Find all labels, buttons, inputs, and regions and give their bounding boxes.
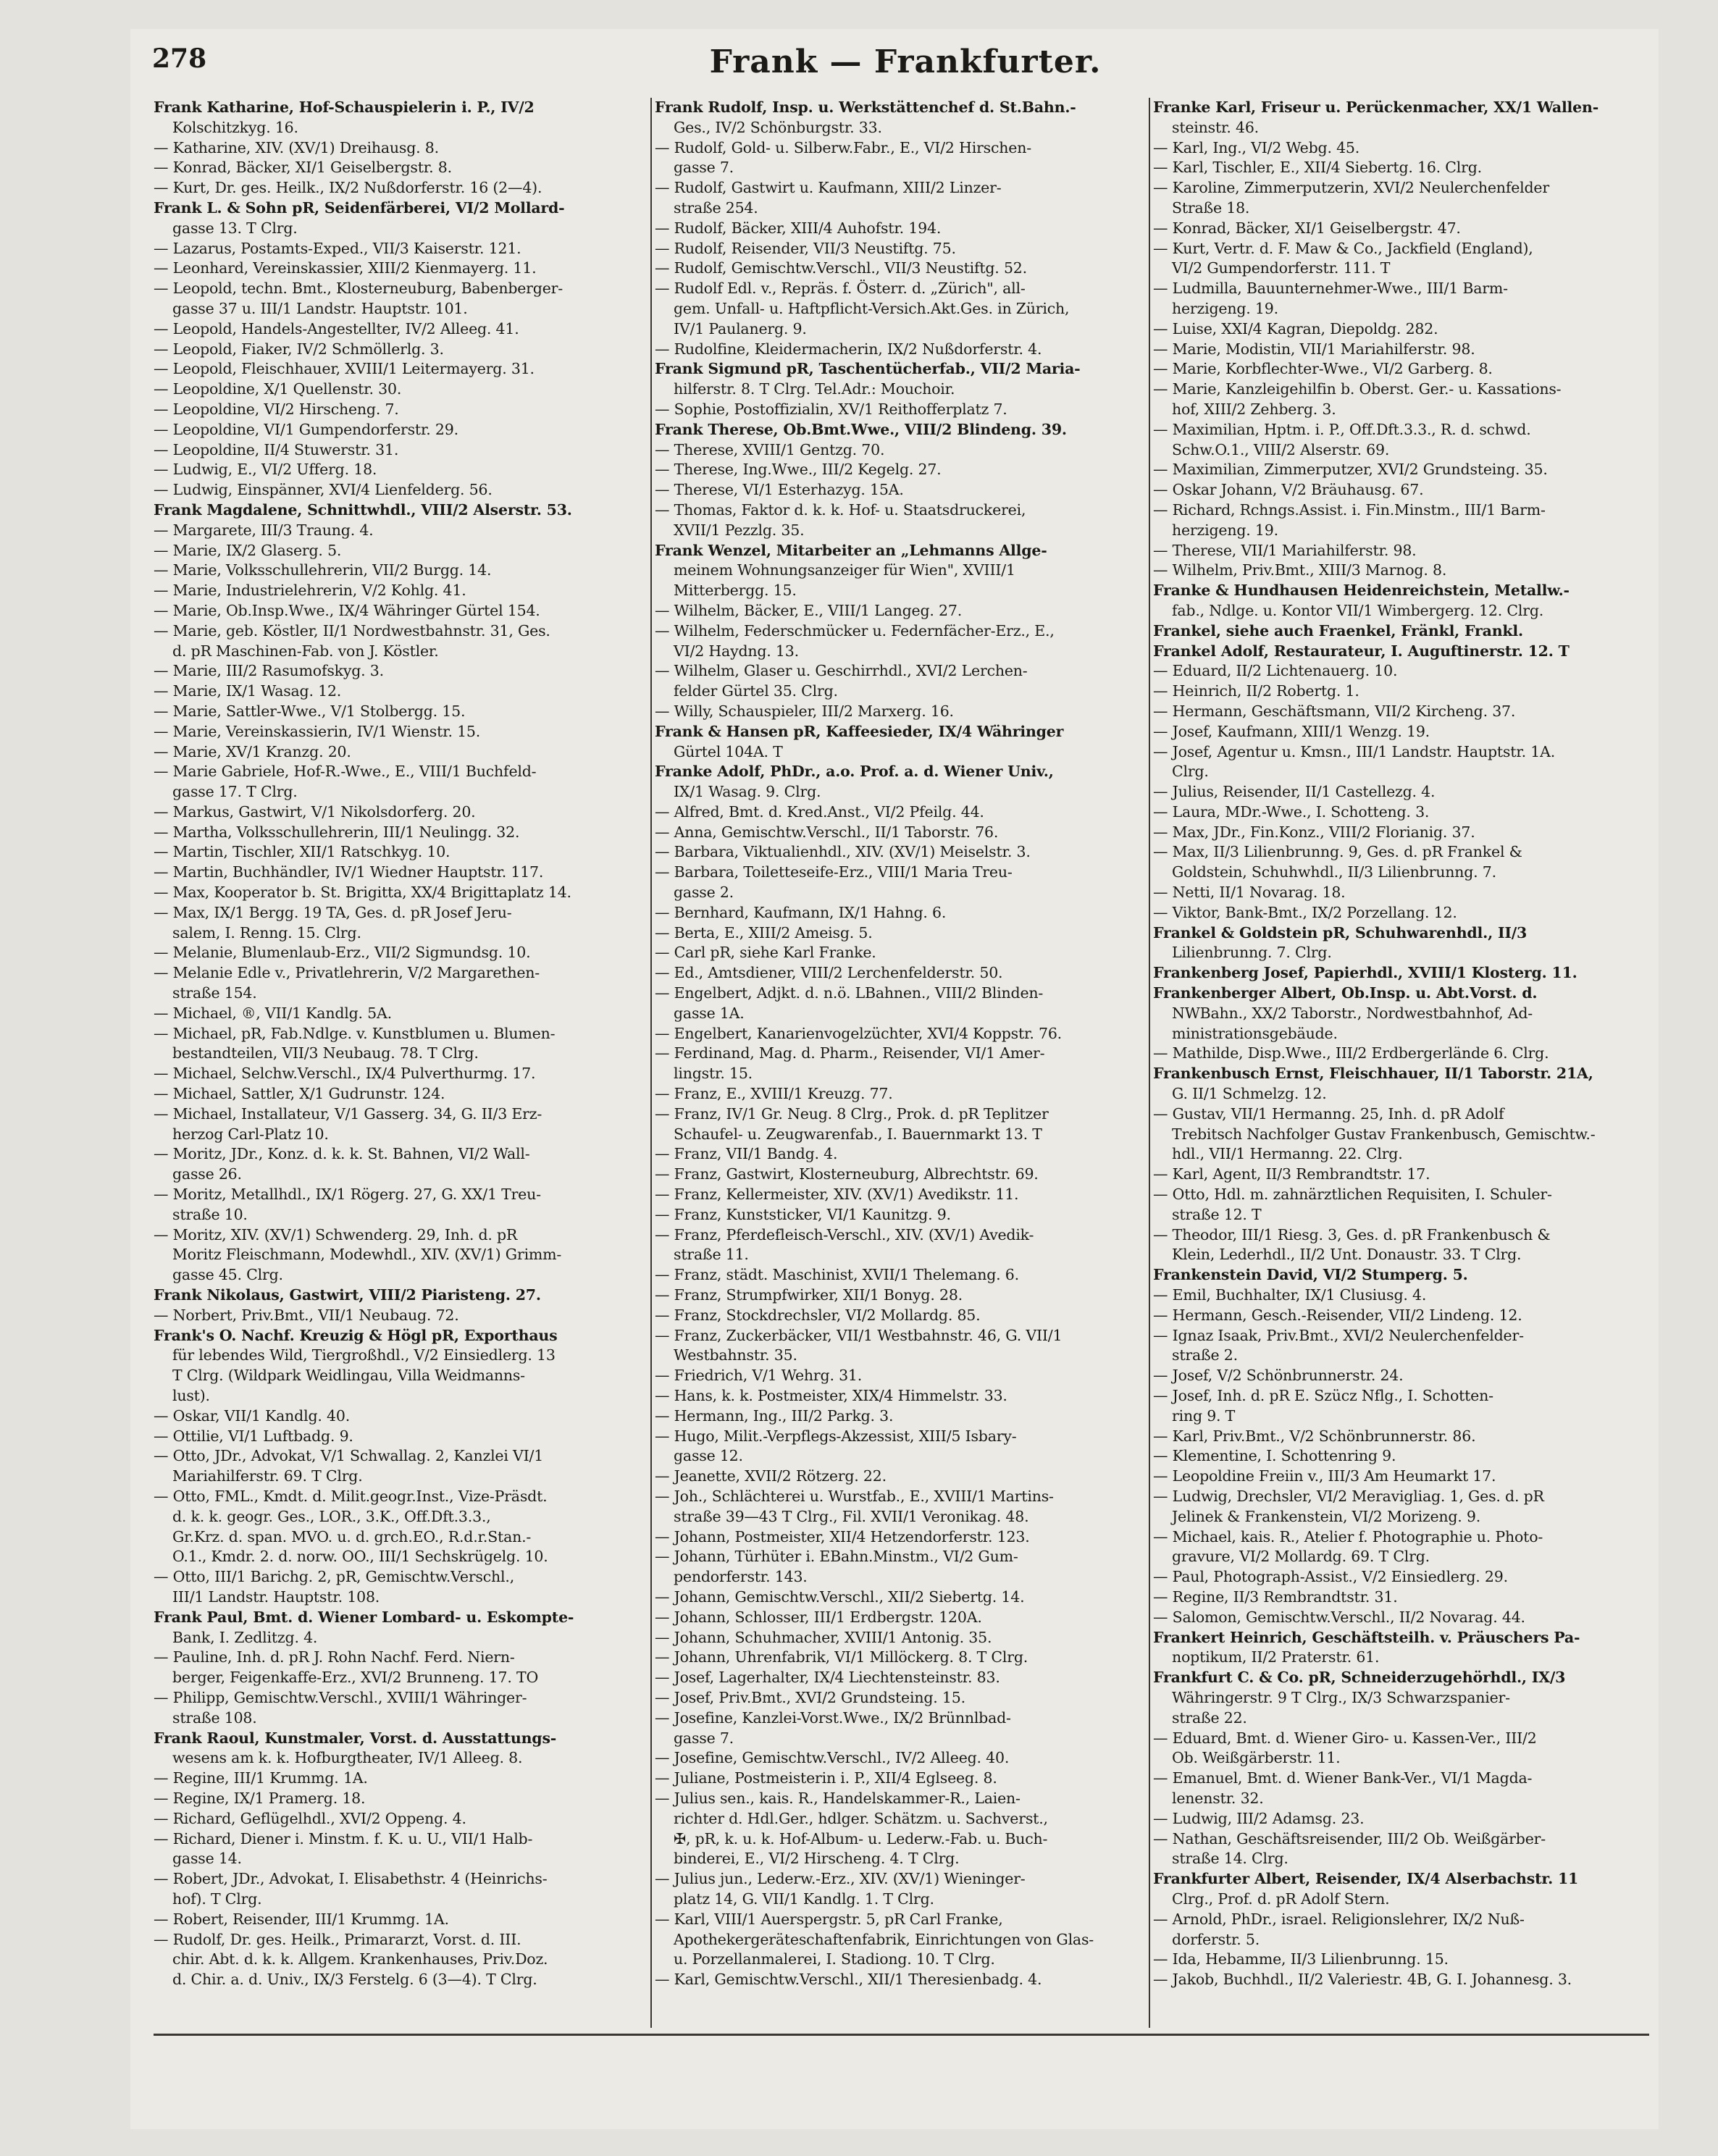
entry-line: — Therese, XVIII/1 Gentzg. 70. [655, 440, 885, 458]
entry-line: Clrg., Prof. d. pR Adolf Stern. [1172, 1889, 1390, 1908]
entry-line: — Marie, IX/1 Wasag. 12. [154, 682, 342, 700]
entry-line: — Pauline, Inh. d. pR J. Rohn Nachf. Ferd. Niern- [154, 1648, 515, 1666]
entry-line: — Franz, Kunststicker, VI/1 Kaunitzg. 9. [655, 1205, 951, 1223]
entry-line: — Eduard, Bmt. d. Wiener Giro- u. Kassen-Ver., III/2 [1153, 1729, 1537, 1747]
entry-line: — Marie, Korbflechter-Wwe., VI/2 Garberg. 8. [1153, 360, 1493, 378]
entry-line: — Hugo, Milit.-Verpflegs-Akzessist, XIII/5 Isbary- [655, 1427, 1017, 1445]
entry-line: Gr.Krz. d. span. MVO. u. d. grch.EO., R.d.r.Stan.- [172, 1527, 532, 1545]
entry-line: — Philipp, Gemischtw.Verschl., XVIII/1 Währinger- [154, 1688, 527, 1706]
entry-line: — Josef, V/2 Schönbrunnerstr. 24. [1153, 1367, 1404, 1385]
column-1 [154, 98, 653, 2028]
entry-line: Clrg. [1172, 763, 1209, 781]
entry-line: dorferstr. 5. [1172, 1930, 1260, 1948]
entry-line: — Leopold, Handels-Angestellter, IV/2 Alleeg. 41. [154, 319, 519, 337]
entry-line: u. Porzellanmalerei, I. Stadiong. 10. T Clrg. [674, 1950, 995, 1968]
entry-line: — Kurt, Vertr. d. F. Maw & Co., Jackfield (England), [1153, 239, 1533, 257]
entry-heading-line: Frank Katharine, Hof-Schauspielerin i. P., IV/2 [154, 98, 535, 116]
entry-line: — Theodor, III/1 Riesg. 3, Ges. d. pR Frankenbusch & [1153, 1225, 1551, 1243]
entry-line: — Hermann, Gesch.-Reisender, VII/2 Lindeng. 12. [1153, 1306, 1522, 1324]
entry-line: — Joh., Schlächterei u. Wurstfab., E., XVIII/1 Martins- [655, 1487, 1054, 1505]
entry-line: gasse 1A. [674, 1004, 745, 1022]
entry-line: — Rudolf, Gemischtw.Verschl., VII/3 Neustiftg. 52. [655, 259, 1027, 277]
entry-line: — Wilhelm, Glaser u. Geschirrhdl., XVI/2 Lerchen- [655, 662, 1028, 680]
entry-line: — Josefine, Kanzlei-Vorst.Wwe., IX/2 Brünnlbad- [655, 1708, 1011, 1727]
entry-line: — Johann, Gemischtw.Verschl., XII/2 Siebertg. 14. [655, 1587, 1025, 1606]
entry-line: — Marie, Industrielehrerin, V/2 Kohlg. 41. [154, 582, 466, 600]
entry-line: — Hans, k. k. Postmeister, XIX/4 Himmelstr. 33. [655, 1387, 1007, 1404]
entry-line: — Karl, Gemischtw.Verschl., XII/1 Theresienbadg. 4. [655, 1971, 1042, 1989]
entry-line: — Max, IX/1 Bergg. 19 TA, Ges. d. pR Josef Jeru- [154, 903, 512, 921]
entry-line: — Rudolf, Bäcker, XIII/4 Auhofstr. 194. [655, 219, 942, 237]
entry-line: — Wilhelm, Bäcker, E., VIII/1 Langeg. 27. [655, 601, 963, 619]
entry-line: gasse 45. Clrg. [172, 1266, 283, 1284]
entry-line: — Maximilian, Hptm. i. P., Off.Dft.3.3., R. d. schwd. [1153, 420, 1531, 438]
entry-line: — Bernhard, Kaufmann, IX/1 Hahng. 6. [655, 903, 947, 921]
entry-line: Goldstein, Schuhwhdl., II/3 Lilienbrunng. 7. [1172, 863, 1496, 881]
entry-line: — Richard, Geflügelhdl., XVI/2 Oppeng. 4. [154, 1809, 466, 1827]
entry-line: — Emil, Buchhalter, IX/1 Clusiusg. 4. [1153, 1286, 1427, 1304]
entry-line: d. Chir. a. d. Univ., IX/3 Ferstelg. 6 (3—4). T Clrg. [172, 1971, 537, 1989]
entry-line: — Melanie Edle v., Privatlehrerin, V/2 Margarethen- [154, 964, 540, 982]
entry-line: — Franz, E., XVIII/1 Kreuzg. 77. [655, 1085, 893, 1103]
entry-heading-line: Frank Wenzel, Mitarbeiter an „Lehmanns Allge- [655, 541, 1047, 559]
entry-line: platz 14, G. VII/1 Kandlg. 1. T Clrg. [674, 1889, 934, 1908]
entry-line: gasse 26. [172, 1165, 242, 1183]
entry-line: herzigeng. 19. [1172, 521, 1278, 539]
entry-line: — Franz, Strumpfwirker, XII/1 Bonyg. 28. [655, 1286, 963, 1304]
entry-line: straße 10. [172, 1205, 248, 1223]
entry-line: straße 14. Clrg. [1172, 1850, 1288, 1868]
entry-line: — Rudolf, Gastwirt u. Kaufmann, XIII/2 Linzer- [655, 179, 1002, 197]
entry-line: — Michael, Sattler, X/1 Gudrunstr. 124. [154, 1085, 445, 1103]
entry-line: chir. Abt. d. k. k. Allgem. Krankenhauses, Priv.Doz. [172, 1950, 548, 1968]
entry-line: VI/2 Haydng. 13. [674, 642, 799, 660]
entry-line: — Therese, VII/1 Mariahilferstr. 98. [1153, 541, 1417, 559]
entry-line: — Max, JDr., Fin.Konz., VIII/2 Florianig. 37. [1153, 823, 1475, 841]
entry-line: — Rudolf, Gold- u. Silberw.Fabr., E., VI/2 Hirschen- [655, 138, 1031, 156]
entry-line: salem, I. Renng. 15. Clrg. [172, 923, 361, 941]
entry-line: — Berta, E., XIII/2 Ameisg. 5. [655, 923, 873, 941]
entry-line: — Michael, kais. R., Atelier f. Photographie u. Photo- [1153, 1527, 1543, 1545]
entry-line: noptikum, II/2 Praterstr. 61. [1172, 1648, 1380, 1666]
entry-line: — Laura, MDr.-Wwe., I. Schotteng. 3. [1153, 802, 1430, 821]
entry-line: gasse 17. T Clrg. [172, 783, 298, 801]
entry-line: — Marie, Modistin, VII/1 Mariahilferstr. 98. [1153, 340, 1475, 358]
entry-heading-line: Frankel, siehe auch Fraenkel, Fränkl, Frankl. [1153, 621, 1523, 639]
entry-line: — Maximilian, Zimmerputzer, XVI/2 Grundsteing. 35. [1153, 461, 1548, 479]
entry-line: — Ignaz Isaak, Priv.Bmt., XVI/2 Neulerchenfelder- [1153, 1326, 1524, 1344]
entry-line: — Otto, III/1 Barichg. 2, pR, Gemischtw.Verschl., [154, 1568, 515, 1586]
entry-line: IX/1 Wasag. 9. Clrg. [674, 783, 821, 801]
entry-heading-line: Frankel Adolf, Restaurateur, I. Auguftinerstr. 12. T [1153, 642, 1570, 660]
bottom-rule [154, 2034, 1649, 2036]
entry-line: — Leopoldine Freiin v., III/3 Am Heumarkt 17. [1153, 1467, 1496, 1485]
entry-line: — Josefine, Gemischtw.Verschl., IV/2 Alleeg. 40. [655, 1749, 1010, 1767]
entry-line: — Karl, Tischler, E., XII/4 Siebertg. 16. Clrg. [1153, 159, 1482, 177]
entry-heading-line: Frank & Hansen pR, Kaffeesieder, IX/4 Währinger [655, 722, 1064, 740]
entry-line: — Wilhelm, Federschmücker u. Federnfächer-Erz., E., [655, 621, 1055, 639]
entry-line: — Karl, VIII/1 Auerspergstr. 5, pR Carl Franke, [655, 1910, 1003, 1928]
entry-line: — Ludwig, E., VI/2 Ufferg. 18. [154, 461, 377, 479]
entry-line: — Salomon, Gemischtw.Verschl., II/2 Novarag. 44. [1153, 1608, 1525, 1626]
entry-line: — Ida, Hebamme, II/3 Lilienbrunng. 15. [1153, 1950, 1449, 1968]
entry-line: gasse 7. [674, 159, 734, 177]
entry-line: XVII/1 Pezzlg. 35. [674, 521, 805, 539]
entry-line: berger, Feigenkaffe-Erz., XVI/2 Brunneng. 17. TO [172, 1669, 539, 1687]
entry-line: Schw.O.1., VIII/2 Alserstr. 69. [1172, 440, 1390, 458]
entry-line: binderei, E., VI/2 Hirscheng. 4. T Clrg. [674, 1850, 960, 1868]
entry-line: straße 108. [172, 1708, 257, 1727]
entry-line: fab., Ndlge. u. Kontor VII/1 Wimbergerg. 12. Clrg. [1172, 601, 1544, 619]
entry-line: — Jeanette, XVII/2 Rötzerg. 22. [655, 1467, 887, 1485]
entry-line: — Jakob, Buchhdl., II/2 Valeriestr. 4B, G. I. Johannesg. 3. [1153, 1971, 1572, 1989]
entry-line: — Therese, Ing.Wwe., III/2 Kegelg. 27. [655, 461, 942, 479]
entry-line: Kolschitzkyg. 16. [172, 118, 298, 136]
entry-line: — Markus, Gastwirt, V/1 Nikolsdorferg. 20. [154, 802, 476, 821]
entry-line: — Kurt, Dr. ges. Heilk., IX/2 Nußdorferstr. 16 (2—4). [154, 179, 542, 197]
entry-line: — Franz, Kellermeister, XIV. (XV/1) Avedikstr. 11. [655, 1186, 1019, 1204]
entry-heading-line: Frankenstein David, VI/2 Stumperg. 5. [1153, 1266, 1468, 1284]
entry-line: straße 154. [172, 984, 257, 1002]
entry-line: ministrationsgebäude. [1172, 1024, 1338, 1042]
entry-heading-line: Frankenberger Albert, Ob.Insp. u. Abt.Vorst. d. [1153, 984, 1538, 1002]
entry-heading-line: Frank Paul, Bmt. d. Wiener Lombard- u. Eskompte- [154, 1608, 574, 1626]
entry-line: — Friedrich, V/1 Wehrg. 31. [655, 1367, 863, 1385]
entry-line: VI/2 Gumpendorferstr. 111. T [1172, 259, 1391, 277]
entry-line: — Karl, Priv.Bmt., V/2 Schönbrunnerstr. 86. [1153, 1427, 1476, 1445]
entry-line: — Leopoldine, X/1 Quellenstr. 30. [154, 380, 402, 398]
entry-heading-line: Frank's O. Nachf. Kreuzig & Högl pR, Exporthaus [154, 1326, 558, 1344]
entry-heading-line: Frankert Heinrich, Geschäftsteilh. v. Präuschers Pa- [1153, 1628, 1580, 1646]
entry-line: — Ludwig, Einspänner, XVI/4 Lienfelderg. 56. [154, 481, 493, 499]
entry-line: — Otto, Hdl. m. zahnärztlichen Requisiten, I. Schuler- [1153, 1186, 1552, 1204]
entry-line: — Mathilde, Disp.Wwe., III/2 Erdbergerlände 6. Clrg. [1153, 1044, 1549, 1062]
page-header [152, 43, 1659, 87]
entry-line: — Nathan, Geschäftsreisender, III/2 Ob. Weißgärber- [1153, 1829, 1546, 1847]
entry-line: — Johann, Türhüter i. EBahn.Minstm., VI/2 Gum- [655, 1548, 1018, 1566]
entry-line: pendorferstr. 143. [674, 1568, 808, 1586]
entry-line: — Marie, Volksschullehrerin, VII/2 Burgg. 14. [154, 561, 492, 579]
entry-line: — Leopoldine, VI/2 Hirscheng. 7. [154, 400, 399, 418]
entry-line: T Clrg. (Wildpark Weidlingau, Villa Weidmanns- [172, 1367, 525, 1385]
entry-line: — Johann, Postmeister, XII/4 Hetzendorferstr. 123. [655, 1527, 1030, 1545]
entry-line: straße 12. T [1172, 1205, 1262, 1223]
entry-line: — Josef, Priv.Bmt., XVI/2 Grundsteing. 15. [655, 1688, 965, 1706]
entry-line: — Franz, Gastwirt, Klosterneuburg, Albrechtstr. 69. [655, 1165, 1039, 1183]
entry-line: richter d. Hdl.Ger., hdlger. Schätzm. u. Sachverst., [674, 1809, 1048, 1827]
entry-line: — Michael, ®, VII/1 Kandlg. 5A. [154, 1004, 392, 1022]
entry-line: gasse 7. [674, 1729, 734, 1747]
entry-line: — Marie, Ob.Insp.Wwe., IX/4 Währinger Gürtel 154. [154, 601, 540, 619]
entry-line: — Klementine, I. Schottenring 9. [1153, 1447, 1396, 1465]
entry-line: gasse 13. T Clrg. [172, 219, 298, 237]
entry-line: — Arnold, PhDr., israel. Religionslehrer, IX/2 Nuß- [1153, 1910, 1525, 1928]
entry-line: — Johann, Uhrenfabrik, VI/1 Millöckerg. 8. T Clrg. [655, 1648, 1028, 1666]
entry-line: — Margarete, III/3 Traung. 4. [154, 521, 374, 539]
entry-line: — Robert, JDr., Advokat, I. Elisabethstr. 4 (Heinrichs- [154, 1870, 548, 1888]
entry-line: — Marie, geb. Köstler, II/1 Nordwestbahnstr. 31, Ges. [154, 621, 550, 639]
entry-line: — Carl pR, siehe Karl Franke. [655, 944, 876, 962]
entry-line: straße 254. [674, 198, 758, 217]
entry-line: — Oskar Johann, V/2 Bräuhausg. 67. [1153, 481, 1424, 499]
entry-line: — Marie, Kanzleigehilfin b. Oberst. Ger.- u. Kassations- [1153, 380, 1562, 398]
entry-line: — Netti, II/1 Novarag. 18. [1153, 884, 1346, 902]
entry-line: IV/1 Paulanerg. 9. [674, 319, 807, 337]
entry-line: d. k. k. geogr. Ges., LOR., 3.K., Off.Dft.3.3., [172, 1507, 491, 1525]
entry-line: hilferstr. 8. T Clrg. Tel.Adr.: Mouchoir. [674, 380, 955, 398]
entry-line: gasse 2. [674, 884, 734, 902]
entry-line: — Karl, Agent, II/3 Rembrandtstr. 17. [1153, 1165, 1430, 1183]
entry-line: Apothekergeräteschaftenfabrik, Einrichtungen von Glas- [674, 1930, 1094, 1948]
entry-line: hof, XIII/2 Zehberg. 3. [1172, 400, 1336, 418]
entry-line: — Willy, Schauspieler, III/2 Marxerg. 16. [655, 702, 954, 720]
entry-line: — Michael, Selchw.Verschl., IX/4 Pulverthurmg. 17. [154, 1065, 536, 1083]
entry-line: — Karl, Ing., VI/2 Webg. 45. [1153, 138, 1360, 156]
entry-line: — Robert, Reisender, III/1 Krummg. 1A. [154, 1910, 449, 1928]
entry-line: bestandteilen, VII/3 Neubaug. 78. T Clrg. [172, 1044, 479, 1062]
entry-line: — Marie, III/2 Rasumofskyg. 3. [154, 662, 384, 680]
entry-line: ✠, pR, k. u. k. Hof-Album- u. Lederw.-Fab. u. Buch- [674, 1829, 1048, 1847]
entry-line: — Ottilie, VI/1 Luftbadg. 9. [154, 1427, 353, 1445]
page-number: 278 [152, 43, 207, 74]
entry-heading-line: Franke Adolf, PhDr., a.o. Prof. a. d. Wiener Univ., [655, 763, 1054, 781]
entry-line: — Max, Kooperator b. St. Brigitta, XX/4 Brigittaplatz 14. [154, 884, 571, 902]
column-2 [655, 98, 1155, 2028]
entry-line: — Engelbert, Kanarienvogelzüchter, XVI/4 Koppstr. 76. [655, 1024, 1062, 1042]
entry-line: — Wilhelm, Priv.Bmt., XIII/3 Marnog. 8. [1153, 561, 1447, 579]
entry-line: — Martin, Buchhändler, IV/1 Wiedner Hauptstr. 117. [154, 863, 544, 881]
entry-line: — Barbara, Viktualienhdl., XIV. (XV/1) Meiselstr. 3. [655, 843, 1031, 861]
entry-line: — Therese, VI/1 Esterhazyg. 15A. [655, 481, 904, 499]
entry-line: lenenstr. 32. [1172, 1789, 1264, 1807]
entry-line: — Josef, Kaufmann, XIII/1 Wenzg. 19. [1153, 722, 1430, 740]
entry-line: — Moritz, XIV. (XV/1) Schwenderg. 29, Inh. d. pR [154, 1225, 518, 1243]
entry-line: gasse 12. [674, 1447, 743, 1465]
entry-line: — Konrad, Bäcker, XI/1 Geiselbergstr. 47. [1153, 219, 1461, 237]
entry-line: — Hermann, Geschäftsmann, VII/2 Kircheng. 37. [1153, 702, 1516, 720]
entry-line: — Viktor, Bank-Bmt., IX/2 Porzellang. 12. [1153, 903, 1457, 921]
entry-line: — Ed., Amtsdiener, VIII/2 Lerchenfelderstr. 50. [655, 964, 1003, 982]
entry-line: straße 2. [1172, 1346, 1238, 1364]
entry-line: — Luise, XXI/4 Kagran, Diepoldg. 282. [1153, 319, 1438, 337]
entry-line: gasse 14. [172, 1850, 242, 1868]
entry-heading-line: Franke & Hundhausen Heidenreichstein, Metallw.- [1153, 582, 1570, 600]
entry-line: — Alfred, Bmt. d. Kred.Anst., VI/2 Pfeilg. 44. [655, 802, 984, 821]
entry-line: G. II/1 Schmelzg. 12. [1172, 1085, 1327, 1103]
entry-line: — Franz, Stockdrechsler, VI/2 Mollardg. 85. [655, 1306, 981, 1324]
entry-line: Mitterbergg. 15. [674, 582, 797, 600]
entry-line: straße 39—43 T Clrg., Fil. XVII/1 Veronikag. 48. [674, 1507, 1029, 1525]
entry-line: — Gustav, VII/1 Hermanng. 25, Inh. d. pR Adolf [1153, 1104, 1504, 1123]
entry-line: — Moritz, Metallhdl., IX/1 Rögerg. 27, G. XX/1 Treu- [154, 1186, 541, 1204]
entry-heading-line: Frankel & Goldstein pR, Schuhwarenhdl., II/3 [1153, 923, 1528, 941]
entry-line: — Heinrich, II/2 Robertg. 1. [1153, 682, 1359, 700]
entry-line: herzigeng. 19. [1172, 299, 1278, 317]
entry-line: — Franz, VII/1 Bandg. 4. [655, 1145, 838, 1163]
entry-line: Lilienbrunng. 7. Clrg. [1172, 944, 1332, 962]
entry-line: — Leopold, Fiaker, IV/2 Schmöllerlg. 3. [154, 340, 444, 358]
entry-line: hof). T Clrg. [172, 1889, 262, 1908]
entry-line: — Konrad, Bäcker, XI/1 Geiselbergstr. 8. [154, 159, 452, 177]
entry-line: — Martin, Tischler, XII/1 Ratschkyg. 10. [154, 843, 451, 861]
entry-heading-line: Frank Raoul, Kunstmaler, Vorst. d. Ausstattungs- [154, 1729, 557, 1747]
entry-line: — Regine, IX/1 Pramerg. 18. [154, 1789, 366, 1807]
entry-line: hdl., VII/1 Hermanng. 22. Clrg. [1172, 1145, 1403, 1163]
entry-line: — Franz, Pferdefleisch-Verschl., XIV. (XV/1) Avedik- [655, 1225, 1034, 1243]
running-title: Frank — Frankfurter. [709, 43, 1102, 80]
entry-line: — Melanie, Blumenlaub-Erz., VII/2 Sigmundsg. 10. [154, 944, 531, 962]
entry-heading-line: Franke Karl, Friseur u. Perückenmacher, XX/1 Wallen- [1153, 98, 1599, 116]
entry-heading-line: Frankenbusch Ernst, Fleischhauer, II/1 Taborstr. 21A, [1153, 1065, 1593, 1083]
entry-line: — Franz, IV/1 Gr. Neug. 8 Clrg., Prok. d. pR Teplitzer [655, 1104, 1049, 1123]
entry-line: — Paul, Photograph-Assist., V/2 Einsiedlerg. 29. [1153, 1568, 1508, 1586]
entry-line: — Barbara, Toiletteseife-Erz., VIII/1 Maria Treu- [655, 863, 1013, 881]
entry-line: — Leopoldine, VI/1 Gumpendorferstr. 29. [154, 420, 458, 438]
entry-line: ring 9. T [1172, 1406, 1236, 1425]
entry-heading-line: Frank Therese, Ob.Bmt.Wwe., VIII/2 Blindeng. 39. [655, 420, 1067, 438]
entry-line: — Marie, Sattler-Wwe., V/1 Stolbergg. 15. [154, 702, 466, 720]
entry-line: — Juliane, Postmeisterin i. P., XII/4 Eglseeg. 8. [655, 1769, 997, 1787]
entry-line: herzog Carl-Platz 10. [172, 1125, 329, 1143]
entry-line: straße 11. [674, 1246, 749, 1264]
entry-line: Bank, I. Zedlitzg. 4. [172, 1628, 318, 1646]
entry-line: III/1 Landstr. Hauptstr. 108. [172, 1587, 380, 1606]
entry-line: — Marie, IX/2 Glaserg. 5. [154, 541, 342, 559]
entry-line: Klein, Lederhdl., II/2 Unt. Donaustr. 33. T Clrg. [1172, 1246, 1522, 1264]
entry-line: steinstr. 46. [1172, 118, 1259, 136]
entry-line: — Regine, III/1 Krummg. 1A. [154, 1769, 368, 1787]
entry-line: Schaufel- u. Zeugwarenfab., I. Bauernmarkt 13. T [674, 1125, 1042, 1143]
entry-line: gravure, VI/2 Mollardg. 69. T Clrg. [1172, 1548, 1430, 1566]
entry-line: Ges., IV/2 Schönburgstr. 33. [674, 118, 882, 136]
entry-line: Mariahilferstr. 69. T Clrg. [172, 1467, 363, 1485]
entry-line: Straße 18. [1172, 198, 1250, 217]
entry-line: Währingerstr. 9 T Clrg., IX/3 Schwarzspanier- [1172, 1688, 1510, 1706]
entry-line: — Josef, Agentur u. Kmsn., III/1 Landstr. Hauptstr. 1A. [1153, 742, 1556, 760]
entry-line: — Sophie, Postoffizialin, XV/1 Reithofferplatz 7. [655, 400, 1007, 418]
entry-heading-line: Frank Nikolaus, Gastwirt, VIII/2 Piaristeng. 27. [154, 1286, 541, 1304]
entry-line: gasse 37 u. III/1 Landstr. Hauptstr. 101. [172, 299, 468, 317]
entry-line: — Leopoldine, II/4 Stuwerstr. 31. [154, 440, 399, 458]
entry-heading-line: Frank Magdalene, Schnittwhdl., VIII/2 Alserstr. 53. [154, 500, 572, 519]
entry-heading-line: Frankfurt C. & Co. pR, Schneiderzugehörhdl., IX/3 [1153, 1669, 1566, 1687]
entry-line: felder Gürtel 35. Clrg. [674, 682, 838, 700]
entry-line: — Michael, pR, Fab.Ndlge. v. Kunstblumen u. Blumen- [154, 1024, 556, 1042]
entry-line: — Richard, Diener i. Minstm. f. K. u. U., VII/1 Halb- [154, 1829, 533, 1847]
column-3 [1153, 98, 1653, 2028]
entry-line: — Leopold, Fleischhauer, XVIII/1 Leitermayerg. 31. [154, 360, 535, 378]
entry-line: — Anna, Gemischtw.Verschl., II/1 Taborstr. 76. [655, 823, 999, 841]
entry-line: — Julius jun., Lederw.-Erz., XIV. (XV/1) Wieninger- [655, 1870, 1026, 1888]
entry-line: Gürtel 104A. T [674, 742, 783, 760]
entry-heading-line: Frank Rudolf, Insp. u. Werkstättenchef d. St.Bahn.- [655, 98, 1076, 116]
entry-line: NWBahn., XX/2 Taborstr., Nordwestbahnhof, Ad- [1172, 1004, 1533, 1022]
entry-line: — Josef, Lagerhalter, IX/4 Liechtensteinstr. 83. [655, 1669, 1000, 1687]
entry-line: — Engelbert, Adjkt. d. n.ö. LBahnen., VIII/2 Blinden- [655, 984, 1044, 1002]
entry-line: — Rudolfine, Kleidermacherin, IX/2 Nußdorferstr. 4. [655, 340, 1042, 358]
entry-line: — Leopold, techn. Bmt., Klosterneuburg, Babenberger- [154, 280, 563, 298]
entry-line: — Rudolf Edl. v., Repräs. f. Österr. d. „Zürich", all- [655, 280, 1026, 298]
entry-line: — Marie Gabriele, Hof-R.-Wwe., E., VIII/1 Buchfeld- [154, 763, 537, 781]
entry-line: — Ludmilla, Bauunternehmer-Wwe., III/1 Barm- [1153, 280, 1508, 298]
entry-line: — Marie, Vereinskassierin, IV/1 Wienstr. 15. [154, 722, 481, 740]
entry-line: — Emanuel, Bmt. d. Wiener Bank-Ver., VI/1 Magda- [1153, 1769, 1533, 1787]
entry-line: — Eduard, II/2 Lichtenauerg. 10. [1153, 662, 1398, 680]
entry-heading-line: Frankfurter Albert, Reisender, IX/4 Alserbachstr. 11 [1153, 1870, 1579, 1888]
entry-line: — Richard, Rchngs.Assist. i. Fin.Minstm., III/1 Barm- [1153, 500, 1546, 519]
entry-line: Westbahnstr. 35. [674, 1346, 797, 1364]
entry-line: — Josef, Inh. d. pR E. Szücz Nflg., I. Schotten- [1153, 1387, 1493, 1404]
entry-line: — Marie, XV/1 Kranzg. 20. [154, 742, 351, 760]
entry-line: Trebitsch Nachfolger Gustav Frankenbusch, Gemischtw.- [1172, 1125, 1596, 1143]
entry-line: — Ferdinand, Mag. d. Pharm., Reisender, VI/1 Amer- [655, 1044, 1045, 1062]
entry-line: — Rudolf, Reisender, VII/3 Neustiftg. 75. [655, 239, 956, 257]
entry-line: Ob. Weißgärberstr. 11. [1172, 1749, 1341, 1767]
entry-line: für lebendes Wild, Tiergroßhdl., V/2 Einsiedlerg. 13 [172, 1346, 556, 1364]
entry-line: — Hermann, Ing., III/2 Parkg. 3. [655, 1406, 894, 1425]
entry-line: — Rudolf, Dr. ges. Heilk., Primararzt, Vorst. d. III. [154, 1930, 521, 1948]
entry-line: O.1., Kmdr. 2. d. norw. OO., III/1 Sechskrügelg. 10. [172, 1548, 548, 1566]
entry-line: — Franz, Zuckerbäcker, VII/1 Westbahnstr. 46, G. VII/1 [655, 1326, 1063, 1344]
entry-line: — Otto, JDr., Advokat, V/1 Schwallag. 2, Kanzlei VI/1 [154, 1447, 544, 1465]
entry-line: — Julius sen., kais. R., Handelskammer-R., Laien- [655, 1789, 1021, 1807]
entry-line: — Katharine, XIV. (XV/1) Dreihausg. 8. [154, 138, 439, 156]
entry-line: wesens am k. k. Hofburgtheater, IV/1 Alleeg. 8. [172, 1749, 523, 1767]
entry-line: — Regine, II/3 Rembrandtstr. 31. [1153, 1587, 1398, 1606]
entry-line: — Oskar, VII/1 Kandlg. 40. [154, 1406, 351, 1425]
entry-line: — Michael, Installateur, V/1 Gasserg. 34, G. II/3 Erz- [154, 1104, 542, 1123]
entry-line: — Leonhard, Vereinskassier, XIII/2 Kienmayerg. 11. [154, 259, 537, 277]
entry-line: — Johann, Schuhmacher, XVIII/1 Antonig. 35. [655, 1628, 992, 1646]
entry-line: — Otto, FML., Kmdt. d. Milit.geogr.Inst., Vize-Präsdt. [154, 1487, 548, 1505]
entry-heading-line: Frank Sigmund pR, Taschentücherfab., VII/2 Maria- [655, 360, 1081, 378]
entry-line: — Ludwig, III/2 Adamsg. 23. [1153, 1809, 1365, 1827]
entry-line: — Franz, städt. Maschinist, XVII/1 Thelemang. 6. [655, 1266, 1019, 1284]
entry-line: — Max, II/3 Lilienbrunng. 9, Ges. d. pR Frankel & [1153, 843, 1522, 861]
entry-line: — Norbert, Priv.Bmt., VII/1 Neubaug. 72. [154, 1306, 459, 1324]
entry-line: meinem Wohnungsanzeiger für Wien", XVIII/1 [674, 561, 1015, 579]
entry-line: d. pR Maschinen-Fab. von J. Köstler. [172, 642, 439, 660]
entry-line: gem. Unfall- u. Haftpflicht-Versich.Akt.Ges. in Zürich, [674, 299, 1070, 317]
entry-line: — Johann, Schlosser, III/1 Erdbergstr. 120A. [655, 1608, 982, 1626]
entry-line: — Ludwig, Drechsler, VI/2 Meravigliag. 1, Ges. d. pR [1153, 1487, 1544, 1505]
entry-line: — Karoline, Zimmerputzerin, XVI/2 Neulerchenfelder [1153, 179, 1549, 197]
entry-line: — Lazarus, Postamts-Exped., VII/3 Kaiserstr. 121. [154, 239, 521, 257]
entry-line: — Thomas, Faktor d. k. k. Hof- u. Staatsdruckerei, [655, 500, 1026, 519]
entry-heading-line: Frank L. & Sohn pR, Seidenfärberei, VI/2 Mollard- [154, 198, 565, 217]
entry-line: Jelinek & Frankenstein, VI/2 Morizeng. 9. [1172, 1507, 1481, 1525]
entry-line: — Martha, Volksschullehrerin, III/1 Neulingg. 32. [154, 823, 520, 841]
entry-line: — Julius, Reisender, II/1 Castellezg. 4. [1153, 783, 1436, 801]
entry-line: — Moritz, JDr., Konz. d. k. k. St. Bahnen, VI/2 Wall- [154, 1145, 530, 1163]
entry-line: straße 22. [1172, 1708, 1247, 1727]
entry-line: Moritz Fleischmann, Modewhdl., XIV. (XV/1) Grimm- [172, 1246, 562, 1264]
entry-line: lust). [172, 1387, 210, 1404]
entry-line: lingstr. 15. [674, 1065, 753, 1083]
entry-heading-line: Frankenberg Josef, Papierhdl., XVIII/1 Klosterg. 11. [1153, 964, 1577, 982]
